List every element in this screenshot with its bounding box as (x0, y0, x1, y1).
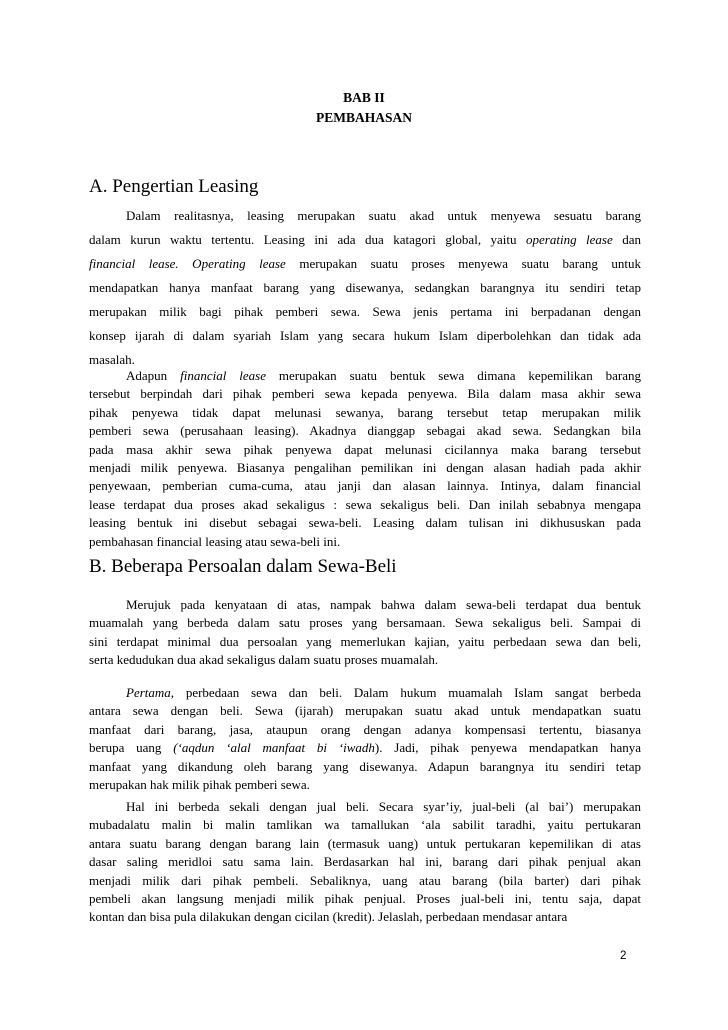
text-line: Merujuk pada kenyataan di atas, nampak bahwa dalam sewa-beli terdapat dua bentuk (126, 597, 641, 612)
paragraph (89, 684, 641, 794)
text-line: antara suatu barang dengan barang lain (termasuk uang) untuk pertukaran kepemilikan di atas (89, 835, 641, 851)
chapter-number: BAB II (343, 90, 385, 105)
text-line: tersebut berpindah dari pihak pemberi sewa kepada penyewa. Bila dalam masa akhir sewa (89, 386, 641, 402)
paragraph (89, 367, 641, 551)
text-line: pihak penyewa tidak dapat melunasi sewanya, barang tersebut tetap merupakan milik (89, 404, 641, 420)
text-line: pada masa akhir sewa pihak penyewa dapat melunasi cicilannya maka barang tersebut (89, 441, 641, 457)
paragraph (89, 204, 641, 372)
text-line: pembeli akan langsung menjadi milik pihak penjual. Proses jual-beli ini, tentu saja, dapat (89, 890, 641, 906)
text-line: manfaat dari barang, jasa, ataupun orang dengan adanya kompensasi tertentu, biasanya (89, 721, 641, 737)
text-line: leasing bentuk ini disebut sebagai sewa-beli. Leasing dalam tulisan ini dikhususkan pada (89, 515, 641, 531)
text-line: muamalah yang berbeda dalam satu proses yang bersamaan. Sewa sekaligus beli. Sampai di (89, 615, 641, 631)
chapter-title: PEMBAHASAN (315, 110, 412, 125)
text-line: Pertama, perbedaan sewa dan beli. Dalam hukum muamalah Islam sangat berbeda (126, 685, 641, 700)
text-line: pemberi sewa (perusahaan leasing). Akadnya dianggap sebagai akad sewa. Sedangkan bila (89, 423, 641, 439)
italic-term: (‘aqdun ‘alal manfaat bi ‘iwadh (173, 740, 375, 756)
text-line: pembahasan financial leasing atau sewa-beli ini. (89, 533, 341, 549)
text-line: mubadalatu malin bi malin tamlikan wa tamallukan ‘ala sabilit taradhi, yaitu pertukaran (89, 817, 641, 833)
text-line: konsep ijarah di dalam syariah Islam yang secara hukum Islam diperbolehkan dan tidak ada (89, 328, 641, 343)
text-line: Dalam realitasnya, leasing merupakan suatu akad untuk menyewa sesuatu barang (126, 208, 641, 223)
italic-term: operating lease (526, 232, 613, 247)
text-line: merupakan hak milik pihak pemberi sewa. (89, 776, 310, 792)
text-line: kontan dan bisa pula dilakukan dengan cicilan (kredit). Jelaslah, perbedaan mendasar antara (89, 909, 568, 925)
text-line: masalah. (89, 352, 135, 367)
italic-term: financial lease (180, 368, 266, 383)
paragraph (89, 596, 641, 670)
text-line: antara sewa dengan beli. Sewa (ijarah) merupakan suatu akad untuk mendapatkan suatu (89, 703, 641, 719)
page-number: 2 (620, 950, 627, 962)
text-line: mendapatkan hanya manfaat barang yang disewanya, sedangkan barangnya itu sendiri tetap (89, 280, 641, 295)
text-line: dalam kurun waktu tertentu. Leasing ini ada dua katagori global, yaitu operating lease dan (89, 232, 641, 247)
text-line: menjadi milik penyewa. Biasanya pengalihan pemilikan ini dengan alasan hadiah pada akhir (89, 459, 641, 475)
section-heading-a: A. Pengertian Leasing (89, 176, 259, 197)
text-line: sini terdapat minimal dua persoalan yang memerlukan kajian, yaitu perbedaan sewa dan beli, (89, 633, 641, 649)
text-line: menjadi milik dari pihak pembeli. Sebaliknya, uang atau barang (bila barter) dari pihak (89, 872, 641, 888)
text-line: Hal ini berbeda sekali dengan jual beli. Secara syar’iy, jual-beli (al bai’) merupakan (126, 799, 641, 814)
italic-term: financial lease. Operating lease (89, 256, 286, 271)
text-line: penyewaan, pemberian cuma-cuma, atau janji dan alasan lainnya. Intinya, dalam financial (89, 478, 641, 494)
paragraph (89, 798, 641, 927)
text-line: merupakan milik bagi pihak pemberi sewa. Sewa jenis pertama ini berpadanan dengan (89, 304, 641, 319)
text-line: dasar saling meridloi satu sama lain. Berdasarkan hal ini, barang dari pihak penjual akan (89, 854, 641, 870)
section-heading-b: B. Beberapa Persoalan dalam Sewa-Beli (89, 556, 397, 577)
text-line: lease terdapat dua proses akad sekaligus : sewa sekaligus beli. Dan inilah sebabnya mengapa (89, 496, 641, 512)
text-line: manfaat yang dikandung oleh barang yang disewanya. Adapun barangnya itu sendiri tetap (89, 758, 641, 774)
italic-term: Pertama, (126, 685, 175, 700)
text-line: financial lease. Operating lease merupakan suatu proses menyewa suatu barang untuk (89, 256, 641, 271)
text-line: berupa uang (‘aqdun ‘alal manfaat bi ‘iwadh). Jadi, pihak penyewa mendapatkan hanya (89, 740, 641, 756)
text-line: Adapun financial lease merupakan suatu bentuk sewa dimana kepemilikan barang (126, 368, 641, 383)
text-line: serta kedudukan dua akad sekaligus dalam suatu proses muamalah. (89, 652, 439, 668)
